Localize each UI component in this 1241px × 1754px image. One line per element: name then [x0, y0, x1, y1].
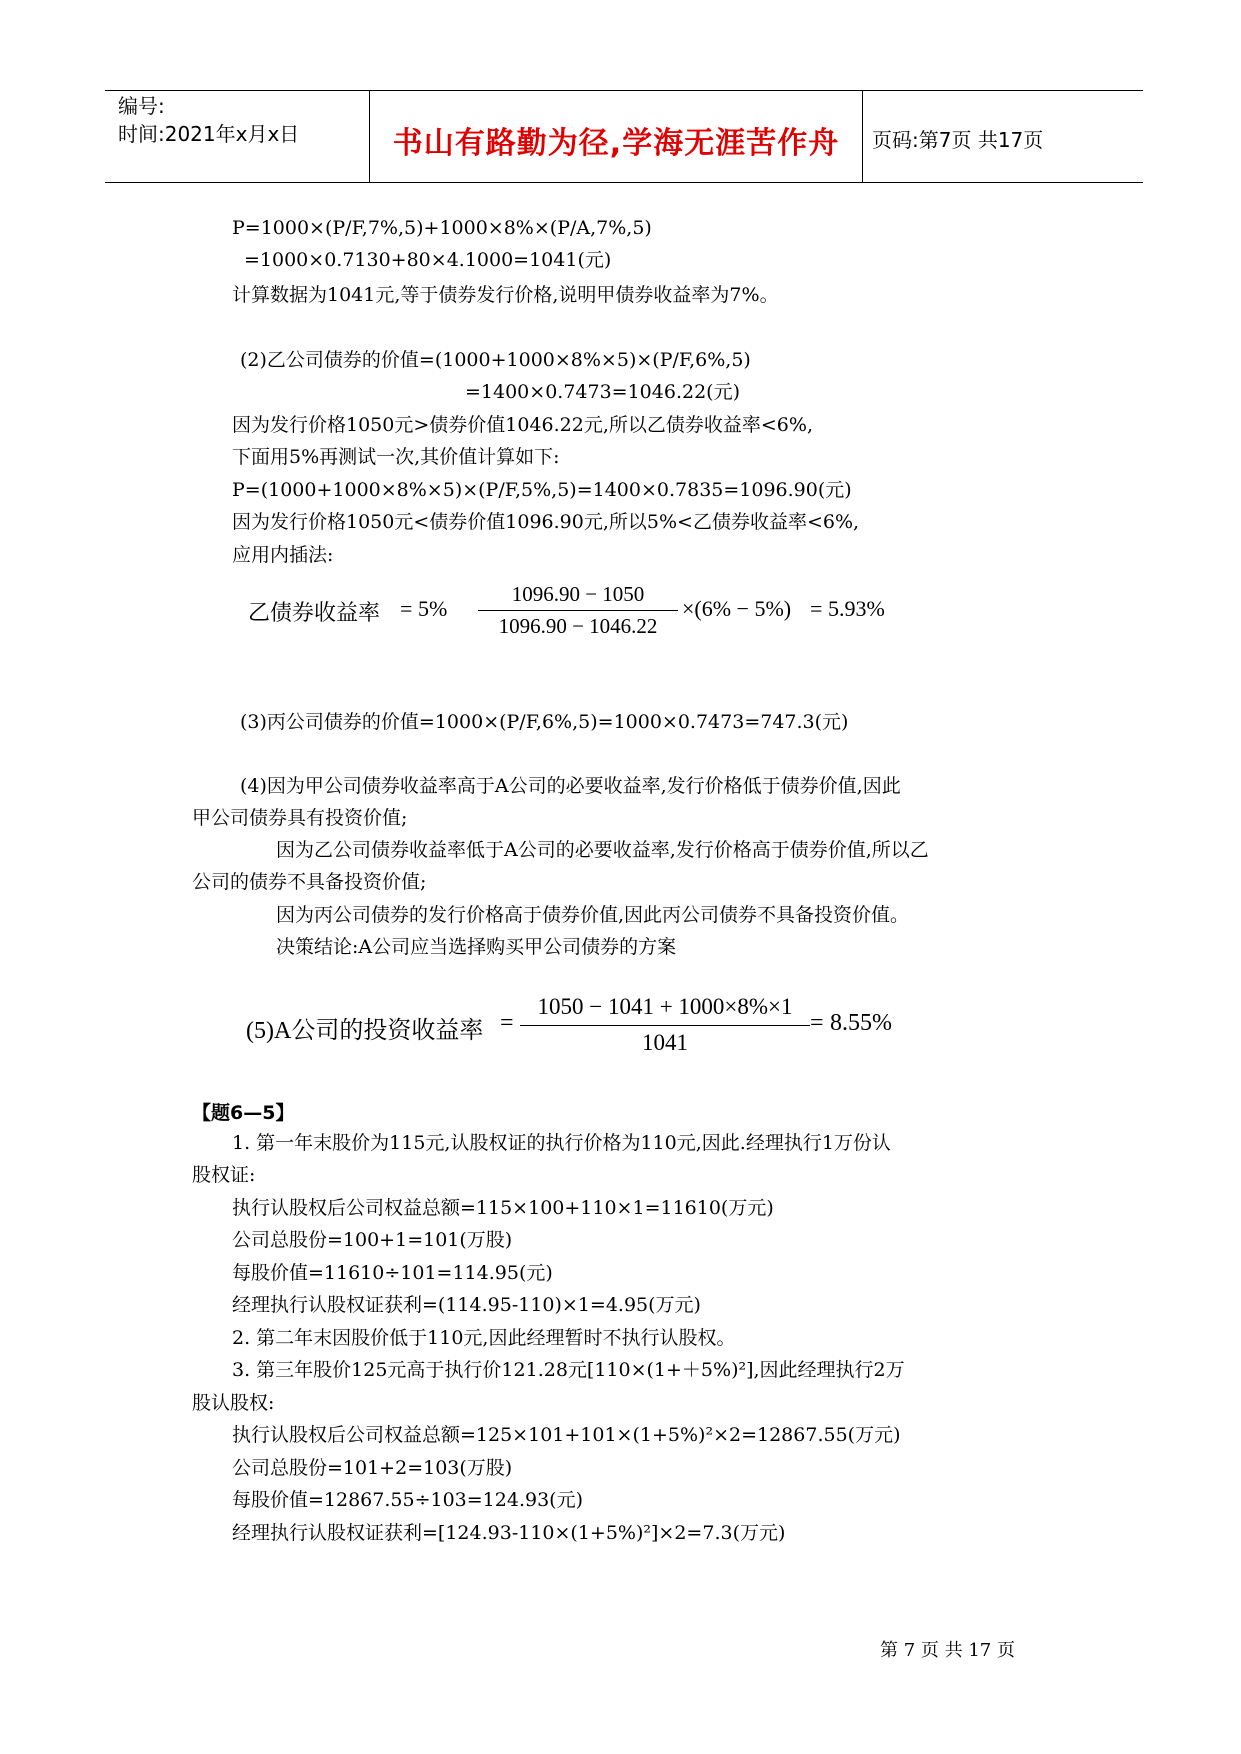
text-line: 执行认股权后公司权益总额=125×101+101×(1+5%)²×2=12867.55(万元) — [232, 1424, 901, 1446]
formula-lhs: (5)A公司的投资收益率 — [246, 1018, 484, 1044]
formula-result: 5.93% — [828, 596, 885, 621]
text-line: 因为发行价格1050元>债券价值1046.22元,所以乙债券收益率<6%, — [232, 414, 813, 436]
header-divider-left — [369, 90, 370, 182]
text-line: 计算数据为1041元,等于债券发行价格,说明甲债券收益率为7%。 — [232, 284, 779, 306]
formula-term: 5% — [418, 596, 448, 621]
formula-lhs: 乙债券收益率 — [248, 600, 381, 625]
text-line: 甲公司债券具有投资价值; — [192, 807, 408, 829]
formula-numerator: 1096.90 − 1050 — [511, 582, 645, 606]
text-line: 股认股权: — [192, 1392, 275, 1414]
formula-denominator: 1096.90 − 1046.22 — [498, 614, 658, 638]
text-line: 每股价值=12867.55÷103=124.93(元) — [232, 1489, 583, 1511]
text-line: 股权证: — [192, 1164, 256, 1186]
formula-result: 8.55% — [830, 1010, 892, 1036]
text-line: 公司的债券不具备投资价值; — [192, 871, 427, 893]
header-page-info: 页码:第7页 共17页 — [872, 128, 1044, 152]
formula-equals: = — [810, 596, 823, 621]
page-footer: 第 7 页 共 17 页 — [880, 1640, 1015, 1661]
text-line: 经理执行认股权证获利=[124.93-110×(1+5%)²]×2=7.3(万元) — [232, 1522, 786, 1544]
text-line: 每股价值=11610÷101=114.95(元) — [232, 1262, 553, 1284]
header-bottom-rule — [105, 182, 1143, 183]
text-line: 决策结论:A公司应当选择购买甲公司债券的方案 — [276, 936, 677, 958]
formula-times: ×(6% − 5%) — [682, 596, 792, 621]
formula-equals: = — [400, 596, 413, 621]
text-line: 应用内插法: — [232, 544, 334, 566]
formula-equals: = — [810, 1010, 824, 1036]
text-line: 经理执行认股权证获利=(114.95-110)×1=4.95(万元) — [232, 1294, 701, 1316]
text-line: (4)因为甲公司债券收益率高于A公司的必要收益率,发行价格低于债券价值,因此 — [240, 775, 901, 797]
section-heading: 【题6—5】 — [192, 1102, 295, 1124]
text-line: 因为发行价格1050元<债券价值1096.90元,所以5%<乙债券收益率<6%, — [232, 511, 860, 533]
fraction-bar — [478, 610, 678, 611]
text-line: 公司总股份=100+1=101(万股) — [232, 1229, 513, 1251]
text-line: 因为乙公司债券收益率低于A公司的必要收益率,发行价格高于债券价值,所以乙 — [276, 839, 929, 861]
header-meta — [118, 92, 299, 148]
text-line: 下面用5%再测试一次,其价值计算如下: — [232, 446, 560, 468]
text-line: P=(1000+1000×8%×5)×(P/F,5%,5)=1400×0.7835=1096.90(元) — [232, 479, 852, 501]
text-line: 1. 第一年末股价为115元,认股权证的执行价格为110元,因此.经理执行1万份认 — [232, 1132, 891, 1154]
formula-denominator: 1041 — [642, 1030, 688, 1055]
text-line: 因为丙公司债券的发行价格高于债券价值,因此丙公司债券不具备投资价值。 — [276, 904, 910, 926]
header-motto: 书山有路勤为径,学海无涯苦作舟 — [392, 126, 840, 161]
text-line: P=1000×(P/F,7%,5)+1000×8%×(P/A,7%,5) — [232, 217, 652, 239]
text-line: 2. 第二年末因股价低于110元,因此经理暂时不执行认股权。 — [232, 1327, 736, 1349]
header-top-rule — [105, 90, 1143, 91]
header-divider-right — [862, 90, 863, 182]
doc-time-label: 时间:2021年x月x日 — [118, 122, 300, 146]
formula-equals: = — [500, 1010, 514, 1036]
text-line: =1000×0.7130+80×4.1000=1041(元) — [244, 249, 612, 271]
text-line: 执行认股权后公司权益总额=115×100+110×1=11610(万元) — [232, 1197, 774, 1219]
text-line: =1400×0.7473=1046.22(元) — [465, 381, 740, 403]
text-line: (3)丙公司债券的价值=1000×(P/F,6%,5)=1000×0.7473=747.3(元) — [240, 711, 849, 733]
fraction-bar — [520, 1025, 810, 1026]
text-line: 3. 第三年股价125元高于执行价121.28元[110×(1+＋5%)²],因此经理执行2万 — [232, 1359, 905, 1381]
text-line: 公司总股份=101+2=103(万股) — [232, 1457, 513, 1479]
formula-numerator: 1050 − 1041 + 1000×8%×1 — [537, 994, 793, 1019]
text-line: (2)乙公司债券的价值=(1000+1000×8%×5)×(P/F,6%,5) — [240, 349, 751, 371]
doc-number-label: 编号: — [118, 94, 165, 118]
